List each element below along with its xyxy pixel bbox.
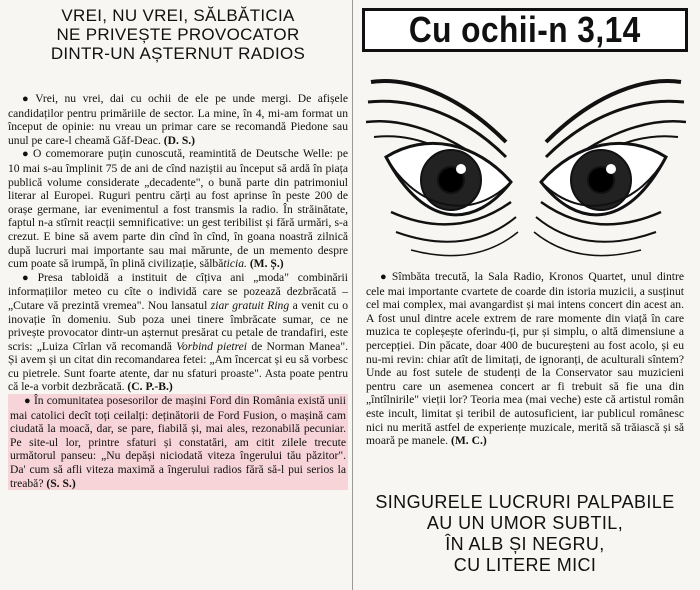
bullet-icon: ●: [22, 148, 30, 161]
column-title-box: [362, 8, 688, 52]
signature: (M. C.): [451, 434, 487, 448]
left-eye-icon: [366, 81, 518, 255]
paragraph-3-italic-2: Vorbind pietrei: [176, 339, 248, 353]
paragraph-1-text: Vrei, nu vrei, dai cu ochii de ele pe unde mergi. De afișele candidaților pentru primăriile de sector. La mine, în 4, mi-am format un început de opinie: nu vreau un primar care se recomandă Piedone sau unul pe care-l cheamă Găf-Deac.: [8, 92, 348, 147]
headline-line-3: DINTR-UN AȘTERNUT RADIOS: [50, 44, 306, 63]
headline-line-1: VREI, NU VREI, SĂLBĂTICIA: [61, 6, 295, 25]
paragraph-3-italic-1: ziar gratuit Ring: [210, 298, 290, 312]
left-article-body: [8, 92, 348, 490]
paragraph-3: [8, 271, 348, 394]
signature: (M. Ș.): [249, 257, 284, 271]
signature: (S. S.): [46, 476, 76, 490]
paragraph-2-text: O comemorare puțin cunoscută, reamintită de Deutsche Welle: pe 10 mai s-au împlinit 75 de ani de cînd naziștii au început să ardă în piața publică volume considerate „decadente", o bună parte din patrimoniul literar al Europei. Ruguri pentru cărți au fost aprinse în peste 200 de orașe germane, iar evenimentul a fost transmis la radio. În străinătate, faptul n-a stîrnit reacții semnificative: un gest teribilist și fără urmări, s-a crezut. E bine să avem parte din cînd în cînd, în goana noastră zilnică după lucruri mai importante sau mai mărunte, de un memento despre cum poate să irumpă, în plină civilizație, sălbă: [8, 147, 348, 271]
paragraph-1: [8, 92, 348, 147]
tagline-line-1: SINGURELE LUCRURI PALPABILE: [375, 492, 675, 512]
tagline-line-4: CU LITERE MICI: [453, 555, 597, 575]
right-column: [360, 0, 692, 590]
paragraph-3-text-a: Presa tabloidă a instituit de cîțiva ani „moda" combinării informațiilor meteo cu cîte o individă care se pozează dezbrăcată – „Cutare vă prezintă vremea". Nou lansatul: [8, 270, 348, 312]
tagline-line-2: AU UN UMOR SUBTIL,: [426, 513, 624, 533]
bullet-icon: ●: [380, 271, 389, 283]
tagline-line-3: ÎN ALB ȘI NEGRU,: [445, 534, 605, 554]
left-column: [8, 0, 348, 590]
signature: (C. P.-B.): [127, 380, 173, 394]
paragraph-4-text: În comunitatea posesorilor de mașini Ford din România există unii mai catolici decît toți ceilalți: deținătorii de Ford Fusion, o mașină cam ciudată la moacă, dar, se pare, fiabilă și, mai ales, rezonabilă pecuniar. Pe site-ul lor, printre sfaturi și constatări, am citit zilele trecute următorul panseu: „Nu depăși niciodată viteza îngerului tău păzitor". Da' cum să afli viteza maximă a îngerului radios fără să-l pui serios la treabă?: [10, 394, 346, 490]
paragraph-4-highlighted: [8, 394, 348, 490]
signature: (D. S.): [163, 133, 196, 147]
right-eye-icon: [534, 81, 686, 255]
paragraph-2-italic: ticia.: [223, 257, 247, 271]
kronos-paragraph: [366, 270, 684, 448]
headline-line-2: NE PRIVEȘTE PROVOCATOR: [56, 25, 300, 44]
bullet-icon: ●: [22, 271, 35, 284]
kronos-paragraph-text: Sîmbăta trecută, la Sala Radio, Kronos Quartet, unul dintre cele mai importante cvartete de coarde din istoria muzicii, a susținut cel mai complex, mai avangardist și mai intens concert din acest an. A fost unul dintre acele extrem de rare momente din viață în care muzica te copleșește oferindu-ți, pur și simplu, o altă dimensiune a percepției. Din păcate, doar 400 de bucureșteni au fost acolo, și eu nu-mi revin: chiar atît de limitați, de ignoranți, de aculturali sîntem? Unde au fost sutele de studenți de la Conservator sau muzicieni pentru care un asemenea concert ar fi trebuit să fie una din „întîlnirile" vieții lor? Teoria mea (mai veche) este că artistul român este incult, limitat și teribil de autosuficient, iar publicul românesc nici nu merită astfel de experiențe muzicale, merită să trăiască și să moară pe manele.: [366, 270, 684, 448]
bullet-icon: ●: [24, 395, 31, 408]
column-tagline: [360, 492, 690, 576]
paragraph-2: [8, 147, 348, 270]
column-title: Cu ochii-n 3,14: [409, 9, 641, 50]
bullet-icon: ●: [22, 93, 33, 105]
eyes-illustration: [366, 62, 686, 262]
right-article-body: [366, 270, 684, 448]
paragraph-3-text-b: a venit cu o inovație în domeniu. Sub poza unei tinere îmbrăcate sumar, ce ne privește provocator dintr-un așternut presărat cu petale de trandafiri, este scris: „Luiza Cîrlan vă recomandă: [8, 298, 349, 353]
paragraph-3-text-c: de Norman Manea". Și avem și un citat din recomandarea fetei: „Am încercat și eu să vorbesc cu pietrele. Sunt foarte atente, dar nu sfaturi proaste". Asta poate pentru că le-a vorbit dezbrăcată.: [8, 339, 348, 394]
column-divider: [352, 0, 353, 590]
headline: [8, 6, 348, 63]
